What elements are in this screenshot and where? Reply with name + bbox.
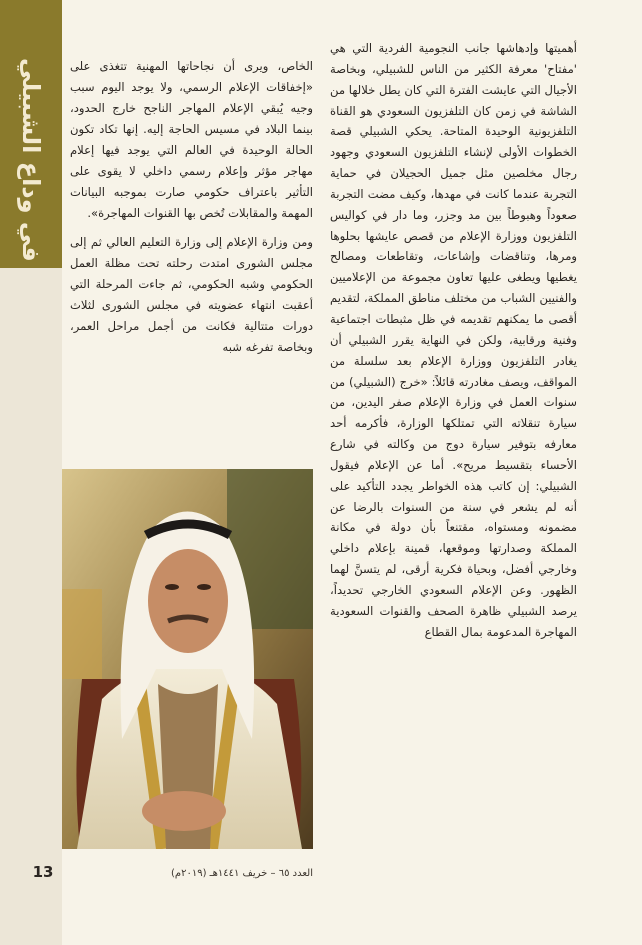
article-column-right xyxy=(330,38,577,868)
page-number: 13 xyxy=(32,863,54,881)
issue-footer: العدد ٦٥ – خريف ١٤٤١هـ (٢٠١٩م) xyxy=(170,868,313,879)
article-paragraph: ومن وزارة الإعلام إلى وزارة التعليم العالي ثم إلى مجلس الشورى امتدت رحلته تحت مظلة العمل الحكومي وشبه الحكومي، ثم جاءت المرحلة التي أعقبت انتهاء عضويته في مجلس الشورى لثلاث دورات متتالية فكانت من أجمل مراحل العمر، وبخاصة تفرغه شبه xyxy=(70,235,313,354)
article-column-left xyxy=(70,56,313,456)
article-paragraph: أهميتها وإدهاشها جانب النجومية الفردية التي هي 'مفتاح' معرفة الكثير من الناس للشبيلي، وبخاصة الأجيال التي عايشت الفترة التي كان يطل خلالها من الشاشة في زمن كان التلفزيون السعودي هو القناة التلفزيونية الوحيدة المتاحة. يحكي الشبيلي قصة الخطوات الأولى لإنشاء التلفزيون السعودي وجهود رجال مخلصين مثل جميل الحجيلان في حماية التجربة عندما كانت في مهدها، وكيف مضت التجربة صعوداً وهبوطاً بين مد وجزر، وما دار في كواليس التلفزيون ووزارة الإعلام من قصص عايشها بحلوها ومرها، وتناقضات وإشاعات، وتقاطعات ومصالح يغطيها ويطغى عليها تعاون مجموعة من الإعلاميين والفنيين الشباب من مختلف مناطق المملكة، لتقديم أقصى ما يمكنهم تقديمه في ظل مثبطات اجتماعية وفنية ورقابية، ولكن في النهاية يقرر الشبيلي أن يغادر التلفزيون ووزارة الإعلام بعد سلسلة من المواقف، ويصف مغادرته قائلاً: «خرج (الشبيلي) من سنوات العمل في وزارة الإعلام صفر اليدين، من سيارة تنقلاته التي تمتلكها الوزارة، فأكرمه أحد معارفه بتوفير سيارة دوج من وكالته في شارع الأحساء بتقسيط مريح». أما عن الإعلام فيقول الشبيلي: إن كاتب هذه الخواطر يجدد التأكيد على أنه لم يشعر في سنة من السنوات بالرضا عن مضمونه ومستواه، مقتنعاً بأن دولة في مكانة المملكة وصدارتها وموقعها، قمينة بإعلام داخلي وخارجي أفضل، وبحياة فكرية أرقى، لم يتسنَّ لهما الظهور. وعن الإعلام السعودي الخارجي تحديداً، يرصد الشبيلي ظاهرة الصحف والقنوات السعودية المهاجرة المدعومة بمال القطاع xyxy=(330,41,577,639)
margin-strip xyxy=(0,268,62,945)
article-paragraph: الخاص، ويرى أن نجاحاتها المهنية تتغذى على «إخفاقات الإعلام الرسمي، ولا يوجد اليوم سبب وجيه يُبقي الإعلام المهاجر الناجح خارج الحدود، بينما البلاد في مسيس الحاجة إليه. إنها تكاد تكون الحالة الوحيدة في العالم التي يوجد فيها إعلام مهاجر مؤثر وإعلام رسمي داخلي لا يقوى على التأثير باعتراف حكومي صارت بموجبه البيانات المهمة والمقابلات تُخص بها القنوات المهاجرة». xyxy=(70,59,313,220)
portrait-photo xyxy=(62,469,313,849)
section-tab xyxy=(0,0,62,268)
section-title: في وداع الشبيلي xyxy=(17,58,45,262)
portrait-illustration xyxy=(62,469,313,849)
